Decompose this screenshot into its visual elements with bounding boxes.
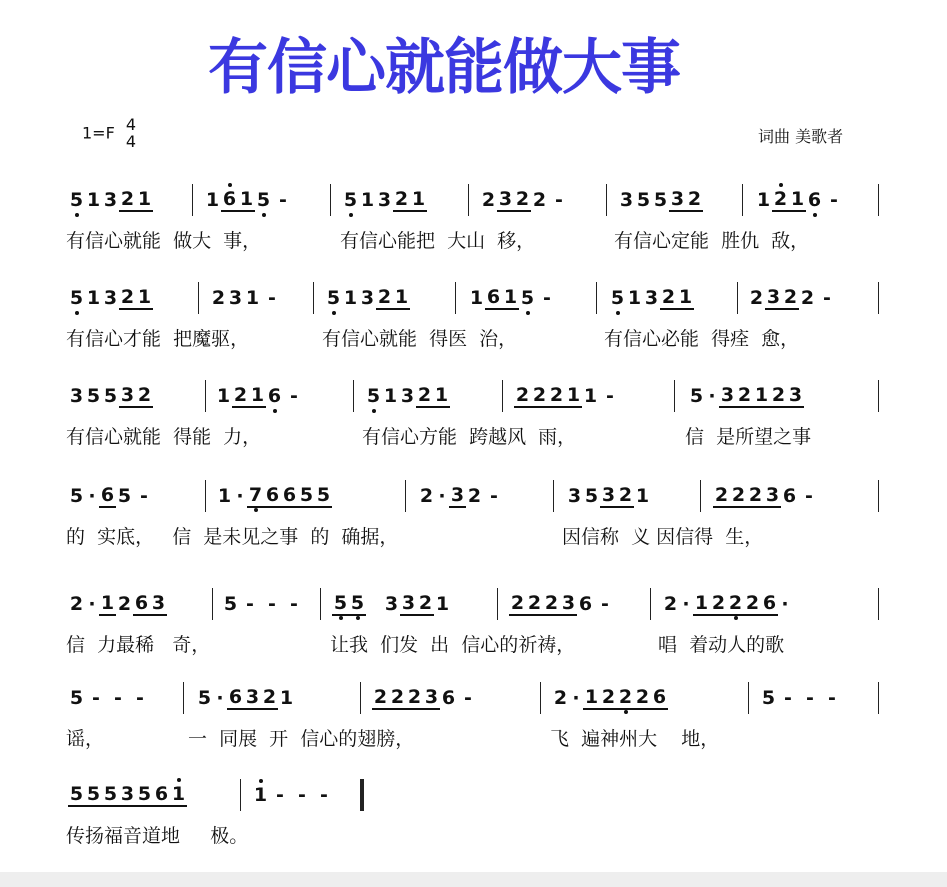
measure: [552, 680, 668, 716]
note: 6: [100, 484, 115, 506]
note: 2: [661, 286, 676, 308]
measure: [68, 378, 153, 414]
note: 1: [583, 385, 598, 407]
note: 5: [299, 484, 314, 506]
measure: [566, 478, 651, 514]
bar-line: [205, 480, 206, 512]
lyric-segment: 谣，: [66, 728, 105, 750]
bar-line: [205, 380, 206, 412]
note: 2: [783, 286, 798, 308]
bar-line: [878, 480, 879, 512]
measure: [204, 182, 294, 218]
note: 6: [222, 188, 237, 210]
note: -: [543, 287, 551, 309]
note: 1: [566, 384, 581, 406]
measure: [68, 586, 167, 622]
note: 2: [687, 188, 702, 210]
note: 3: [400, 385, 415, 407]
note: -: [268, 287, 276, 309]
note: 2: [773, 188, 788, 210]
measure: [215, 378, 305, 414]
note: 3: [765, 484, 780, 506]
note: 3: [377, 189, 392, 211]
note: 2: [549, 384, 564, 406]
score-row: [0, 680, 947, 760]
note: 3: [103, 287, 118, 309]
note: 2: [515, 384, 530, 406]
note: 2: [748, 484, 763, 506]
note: -: [606, 385, 614, 407]
note: ·: [236, 485, 244, 507]
score-row: [0, 182, 947, 262]
note: 1: [253, 784, 268, 806]
note: 1: [627, 287, 642, 309]
note: 2: [728, 592, 743, 614]
measure: [748, 280, 838, 316]
note: ·: [88, 593, 96, 615]
measure: [509, 586, 616, 622]
note: 1: [86, 189, 101, 211]
note: -: [784, 687, 792, 709]
note: 2: [601, 686, 616, 708]
bar-line: [878, 682, 879, 714]
note: 2: [618, 686, 633, 708]
note: 1: [239, 188, 254, 210]
note: 5: [223, 593, 238, 615]
score-row: [0, 478, 947, 558]
note: 1: [411, 188, 426, 210]
bar-line: [353, 380, 354, 412]
measure: [480, 182, 570, 218]
note: 2: [417, 384, 432, 406]
bar-line: [198, 282, 199, 314]
bar-line: [330, 184, 331, 216]
note: 6: [807, 189, 822, 211]
time-signature: [126, 116, 136, 150]
bar-line: [748, 682, 749, 714]
credit-line: 词曲 美歌者: [758, 127, 844, 146]
note: 5: [610, 287, 625, 309]
note: 3: [561, 592, 576, 614]
note: 2: [481, 189, 496, 211]
note: 3: [151, 592, 166, 614]
note: 3: [766, 286, 781, 308]
measure: [332, 586, 451, 622]
lyric-segment: 一 同展 开 信心的翅膀，: [188, 728, 415, 750]
note: 2: [390, 686, 405, 708]
score-row: [0, 378, 947, 458]
note: 2: [771, 384, 786, 406]
measure: [662, 586, 792, 622]
note: 5: [761, 687, 776, 709]
note: -: [140, 485, 148, 507]
note: 6: [441, 687, 456, 709]
note: ·: [88, 485, 96, 507]
lyric-segment: 的 实底， 信 是未见之事 的 确据，: [66, 526, 399, 548]
bar-line: [212, 588, 213, 620]
lyric-segment: 飞 遍神州大 地，: [550, 728, 720, 750]
note: 2: [373, 686, 388, 708]
note: 6: [154, 783, 169, 805]
note: 5: [256, 189, 271, 211]
note: 3: [384, 593, 399, 615]
lyric-segment: 有信心才能 把魔驱，: [66, 328, 250, 350]
measure: [196, 680, 295, 716]
note: 2: [800, 287, 815, 309]
note: 1: [790, 188, 805, 210]
note: 1: [503, 286, 518, 308]
lyric-segment: 有信心能把 大山 移，: [340, 230, 536, 252]
note: 5: [366, 385, 381, 407]
measure: [713, 478, 820, 514]
measure: [68, 680, 151, 716]
note: 2: [532, 189, 547, 211]
measure: [216, 478, 332, 514]
note: 3: [424, 686, 439, 708]
note: 3: [69, 385, 84, 407]
lyric-segment: 让我 们发 出 信心的祈祷，: [330, 634, 576, 656]
note: 2: [233, 384, 248, 406]
note: 5: [137, 783, 152, 805]
note: 2: [418, 592, 433, 614]
notes-line: [0, 182, 947, 218]
note: 2: [711, 592, 726, 614]
note: 3: [644, 287, 659, 309]
note: 2: [544, 592, 559, 614]
note: 2: [731, 484, 746, 506]
song-title: 有信心就能做大事: [208, 33, 680, 103]
note: 6: [134, 592, 149, 614]
note: 3: [619, 189, 634, 211]
note: 3: [788, 384, 803, 406]
note: 5: [69, 783, 84, 805]
note: 2: [407, 686, 422, 708]
measure: [760, 680, 843, 716]
bar-line: [878, 282, 879, 314]
note: 5: [69, 287, 84, 309]
bar-line: [742, 184, 743, 216]
note: ·: [438, 485, 446, 507]
note: 3: [360, 287, 375, 309]
notes-line: [0, 586, 947, 622]
note: 5: [326, 287, 341, 309]
measure: [210, 280, 283, 316]
note: 1: [205, 189, 220, 211]
note: 5: [520, 287, 535, 309]
note: 6: [578, 593, 593, 615]
notes-line: [0, 680, 947, 716]
notes-line: [0, 378, 947, 414]
note: 2: [745, 592, 760, 614]
note: 2: [377, 286, 392, 308]
measure: [68, 777, 187, 813]
note: 1: [694, 592, 709, 614]
note: -: [555, 189, 563, 211]
measure: [325, 280, 410, 316]
notes-line: [0, 280, 947, 316]
note: 2: [532, 384, 547, 406]
note: 5: [69, 687, 84, 709]
note: 5: [103, 783, 118, 805]
note: ·: [216, 687, 224, 709]
note: 2: [262, 686, 277, 708]
score-row: [0, 777, 947, 857]
note: ·: [682, 593, 690, 615]
lyric-segment: 有信心方能 跨越风 雨，: [362, 426, 577, 448]
note: 6: [762, 592, 777, 614]
score-row: [0, 280, 947, 360]
note: 3: [498, 188, 513, 210]
note: 3: [450, 484, 465, 506]
note: 5: [584, 485, 599, 507]
bar-line: [320, 588, 321, 620]
note: 1: [469, 287, 484, 309]
note: 1: [137, 188, 152, 210]
note: 1: [137, 286, 152, 308]
note: 2: [618, 484, 633, 506]
note: -: [279, 189, 287, 211]
lyric-segment: 因信称 义 因信得 生，: [562, 526, 764, 548]
bar-line: [468, 184, 469, 216]
note: 3: [401, 592, 416, 614]
note: 1: [678, 286, 693, 308]
note: 1: [383, 385, 398, 407]
note: 5: [333, 592, 348, 614]
note: 6: [267, 385, 282, 407]
lyric-segment: 有信心就能 得能 力，: [66, 426, 262, 448]
score-row: [0, 586, 947, 666]
note: 5: [653, 189, 668, 211]
note: 3: [120, 384, 135, 406]
bar-line: [606, 184, 607, 216]
note: ·: [781, 593, 789, 615]
bar-line: [596, 282, 597, 314]
note: 5: [69, 189, 84, 211]
note: 6: [265, 484, 280, 506]
bar-line: [674, 380, 675, 412]
note: 1: [171, 783, 186, 805]
note: -: [298, 784, 306, 806]
bar-line: [313, 282, 314, 314]
note: 3: [120, 783, 135, 805]
note: -: [92, 687, 100, 709]
key-label: 1=F: [82, 123, 115, 143]
notes-line: [0, 777, 947, 813]
measure: [252, 777, 335, 813]
note: 1: [86, 287, 101, 309]
note: 1: [435, 593, 450, 615]
note: 2: [117, 593, 132, 615]
bar-line: [700, 480, 701, 512]
note: 2: [120, 286, 135, 308]
note: -: [136, 687, 144, 709]
measure: [68, 182, 153, 218]
note: -: [830, 189, 838, 211]
bar-line: [540, 682, 541, 714]
note: 3: [228, 287, 243, 309]
measure: [609, 280, 694, 316]
note: 2: [737, 384, 752, 406]
time-top: 4: [125, 115, 137, 134]
note: 1: [635, 485, 650, 507]
note: 5: [103, 385, 118, 407]
bar-line: [878, 184, 879, 216]
note: 6: [782, 485, 797, 507]
lyric-segment: 唱 着动人的歌: [658, 634, 785, 656]
note: -: [114, 687, 122, 709]
bar-line: [737, 282, 738, 314]
note: 1: [216, 385, 231, 407]
note: 3: [601, 484, 616, 506]
note: 5: [689, 385, 704, 407]
note: 2: [394, 188, 409, 210]
bar-line: [455, 282, 456, 314]
note: 2: [510, 592, 525, 614]
note: 1: [343, 287, 358, 309]
note: 1: [584, 686, 599, 708]
note: 5: [69, 485, 84, 507]
note: 5: [343, 189, 358, 211]
note: -: [276, 784, 284, 806]
note: 2: [714, 484, 729, 506]
note: 5: [350, 592, 365, 614]
note: 2: [419, 485, 434, 507]
bar-line: [497, 588, 498, 620]
note: 6: [282, 484, 297, 506]
note: ·: [572, 687, 580, 709]
bar-line: [502, 380, 503, 412]
measure: [618, 182, 703, 218]
note: -: [601, 593, 609, 615]
bar-line: [192, 184, 193, 216]
lyric-segment: 传扬福音道地 极。: [66, 825, 249, 847]
note: 3: [245, 686, 260, 708]
note: -: [320, 784, 328, 806]
note: -: [290, 385, 298, 407]
note: 2: [467, 485, 482, 507]
note: 1: [250, 384, 265, 406]
note: 5: [636, 189, 651, 211]
note: 2: [635, 686, 650, 708]
note: 2: [137, 384, 152, 406]
measure: [418, 478, 505, 514]
lyric-segment: 有信心必能 得痊 愈，: [604, 328, 800, 350]
note: -: [290, 593, 298, 615]
note: -: [246, 593, 254, 615]
note: 1: [434, 384, 449, 406]
measure: [68, 280, 153, 316]
bar-line: [240, 779, 241, 811]
note: 2: [527, 592, 542, 614]
measure: [222, 586, 305, 622]
bar-line: [360, 779, 364, 811]
key-signature: [82, 116, 136, 150]
note: 3: [103, 189, 118, 211]
note: ·: [708, 385, 716, 407]
note: 5: [316, 484, 331, 506]
note: 6: [652, 686, 667, 708]
bar-line: [878, 380, 879, 412]
note: 2: [553, 687, 568, 709]
note: 5: [117, 485, 132, 507]
note: 1: [394, 286, 409, 308]
note: 6: [486, 286, 501, 308]
notes-line: [0, 478, 947, 514]
lyric-segment: 有信心就能 做大 事，: [66, 230, 262, 252]
note: 2: [663, 593, 678, 615]
note: 2: [120, 188, 135, 210]
lyric-segment: 信 力最稀 奇，: [66, 634, 211, 656]
note: 3: [720, 384, 735, 406]
note: 5: [86, 385, 101, 407]
note: 2: [515, 188, 530, 210]
note: 1: [756, 189, 771, 211]
note: 7: [248, 484, 263, 506]
note: 1: [360, 189, 375, 211]
measure: [468, 280, 558, 316]
note: 2: [211, 287, 226, 309]
measure: [514, 378, 621, 414]
lyric-segment: 有信心就能 得医 治，: [322, 328, 518, 350]
time-bottom: 4: [125, 132, 137, 151]
measure: [688, 378, 804, 414]
note: -: [268, 593, 276, 615]
note: 3: [567, 485, 582, 507]
note: 2: [749, 287, 764, 309]
note: 3: [670, 188, 685, 210]
note: -: [806, 687, 814, 709]
bar-line: [405, 480, 406, 512]
note: 1: [217, 485, 232, 507]
note: 1: [245, 287, 260, 309]
bar-line: [360, 682, 361, 714]
measure: [372, 680, 479, 716]
bar-line: [650, 588, 651, 620]
note: 1: [754, 384, 769, 406]
note: -: [823, 287, 831, 309]
note: 1: [100, 592, 115, 614]
bar-line: [878, 588, 879, 620]
measure: [365, 378, 450, 414]
note: -: [490, 485, 498, 507]
footer-strip: [0, 872, 947, 887]
note: -: [464, 687, 472, 709]
bar-line: [553, 480, 554, 512]
lyric-segment: 信 是所望之事: [685, 426, 812, 448]
measure: [342, 182, 427, 218]
lyric-segment: 有信心定能 胜仇 敌，: [614, 230, 810, 252]
note: 1: [279, 687, 294, 709]
note: 2: [69, 593, 84, 615]
note: 6: [228, 686, 243, 708]
measure: [68, 478, 155, 514]
bar-line: [183, 682, 184, 714]
note: 5: [86, 783, 101, 805]
measure: [755, 182, 845, 218]
note: -: [828, 687, 836, 709]
note: -: [805, 485, 813, 507]
note: 5: [197, 687, 212, 709]
